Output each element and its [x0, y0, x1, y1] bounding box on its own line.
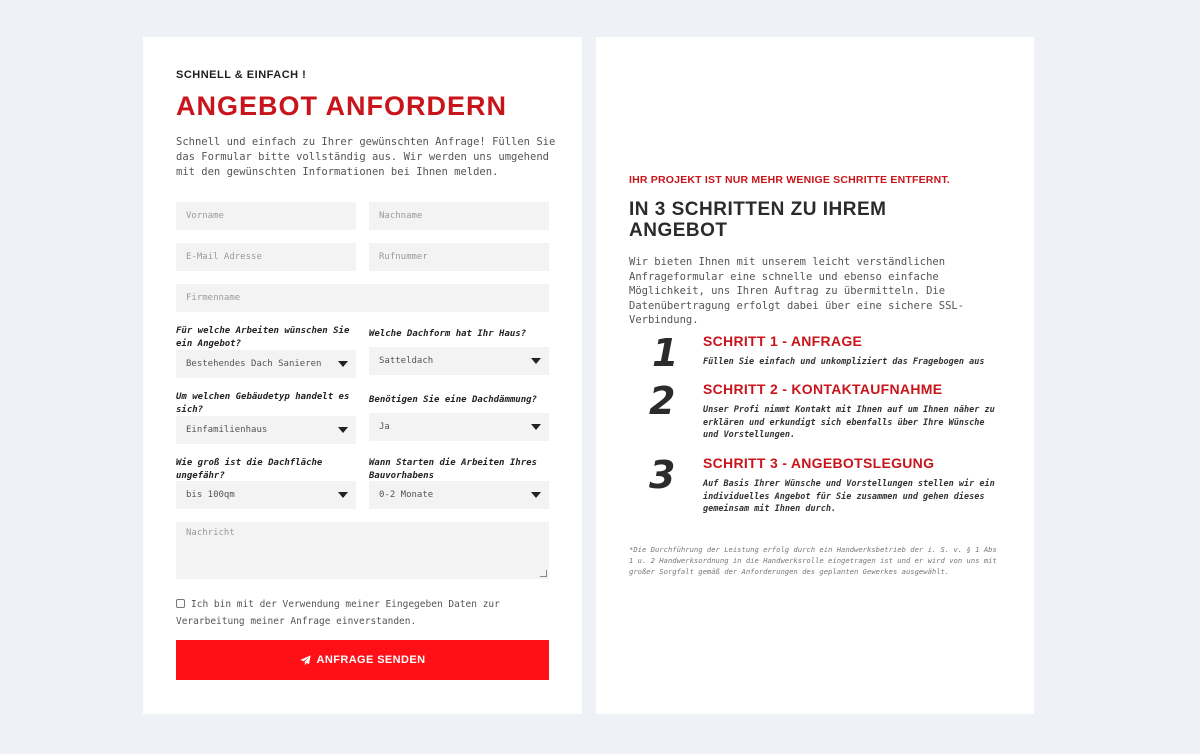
caret-down-icon [338, 492, 348, 498]
steps-info-card [596, 37, 1034, 714]
step-2-text: Unser Profi nimmt Kontakt mit Ihnen auf um Ihnen näher zu erklären und erkundigt sich ebenfalls über Ihre Wünsche und Vorstellungen. [703, 405, 995, 440]
first-name-input[interactable]: Vorname [176, 202, 356, 230]
steps-eyebrow: IHR PROJEKT IST NUR MEHR WENIGE SCHRITTE ENTFERNT. [629, 174, 950, 186]
legal-footnote: *Die Durchführung der Leistung erfolg durch ein Handwerksbetrieb der i. S. v. § 1 Abs 1 u. 2 Handwerksordnung in die Handwerksrolle eingetragen ist und er wird von uns mit großer Sorgfalt gemäß der Anforderungen des geplanten Gewerkes ausgewählt. [629, 545, 997, 576]
caret-down-icon [338, 361, 348, 367]
consent-row [176, 596, 556, 630]
insulation-select[interactable] [369, 413, 549, 441]
consent-text: Ich bin mit der Verwendung meiner Eingegeben Daten zur Verarbeitung meiner Anfrage einverstanden. [176, 599, 500, 627]
resize-handle-icon[interactable] [540, 570, 547, 577]
start-time-label: Wann Starten die Arbeiten Ihres Bauvorhabens [369, 458, 537, 481]
work-type-select[interactable] [176, 350, 356, 378]
form-title: ANGEBOT ANFORDERN [176, 91, 507, 121]
insulation-label: Benötigen Sie eine Dachdämmung? [369, 395, 537, 405]
consent-checkbox[interactable] [176, 599, 185, 608]
caret-down-icon [531, 358, 541, 364]
steps-intro: Wir bieten Ihnen mit unserem leicht verständlichen Anfrageformular eine schnelle und ebenso einfache Möglichkeit, uns Ihren Auftrag zu übermitteln. Die Datenübertragung erfolgt dabei über eine sichere SSL-Verbindung. [629, 256, 965, 326]
roof-shape-select[interactable] [369, 347, 549, 375]
caret-down-icon [531, 424, 541, 430]
company-input[interactable]: Firmenname [176, 284, 549, 312]
last-name-input[interactable]: Nachname [369, 202, 549, 230]
work-type-value: Bestehendes Dach Sanieren [186, 359, 322, 369]
building-type-label: Um welchen Gebäudetyp handelt es sich? [176, 392, 350, 415]
submit-label: ANFRAGE SENDEN [316, 654, 426, 666]
roof-shape-value: Satteldach [379, 356, 434, 366]
roof-shape-label: Welche Dachform hat Ihr Haus? [369, 329, 527, 339]
start-time-select[interactable] [369, 481, 549, 509]
roof-area-select[interactable] [176, 481, 356, 509]
paper-plane-icon [300, 655, 311, 666]
work-type-label: Für welche Arbeiten wünschen Sie ein Angebot? [176, 326, 350, 349]
step-3-text: Auf Basis Ihrer Wünsche und Vorstellungen stellen wir ein individuelles Angebot für Sie zusammen und gehen dieses gemeinsam mit Ihnen durch. [703, 479, 995, 514]
insulation-value: Ja [379, 422, 390, 432]
step-3-number: 3 [649, 453, 676, 497]
step-2-number: 2 [649, 379, 676, 423]
building-type-value: Einfamilienhaus [186, 425, 268, 435]
step-1-text: Füllen Sie einfach und unkompliziert das Fragebogen aus [703, 357, 985, 367]
step-3-title: SCHRITT 3 - ANGEBOTSLEGUNG [703, 455, 935, 471]
form-intro: Schnell und einfach zu Ihrer gewünschten Anfrage! Füllen Sie das Formular bitte vollständig aus. Wir werden uns umgehend mit den gewünschten Informationen bei Ihnen melden. [176, 136, 556, 178]
roof-area-label: Wie groß ist die Dachfläche ungefähr? [176, 458, 323, 481]
roof-area-value: bis 100qm [186, 490, 235, 500]
phone-input[interactable]: Rufnummer [369, 243, 549, 271]
form-pretitle: SCHNELL & EINFACH ! [176, 69, 307, 81]
message-textarea[interactable] [176, 522, 549, 579]
caret-down-icon [531, 492, 541, 498]
step-1-title: SCHRITT 1 - ANFRAGE [703, 333, 863, 349]
step-1-number: 1 [652, 331, 679, 375]
email-input[interactable]: E-Mail Adresse [176, 243, 356, 271]
steps-title: IN 3 SCHRITTEN ZU IHREM ANGEBOT [629, 199, 887, 241]
step-2-title: SCHRITT 2 - KONTAKTAUFNAHME [703, 381, 943, 397]
submit-button[interactable] [176, 640, 549, 680]
building-type-select[interactable] [176, 416, 356, 444]
start-time-value: 0-2 Monate [379, 490, 434, 500]
request-form-card [143, 37, 582, 714]
message-placeholder: Nachricht [186, 528, 235, 538]
caret-down-icon [338, 427, 348, 433]
